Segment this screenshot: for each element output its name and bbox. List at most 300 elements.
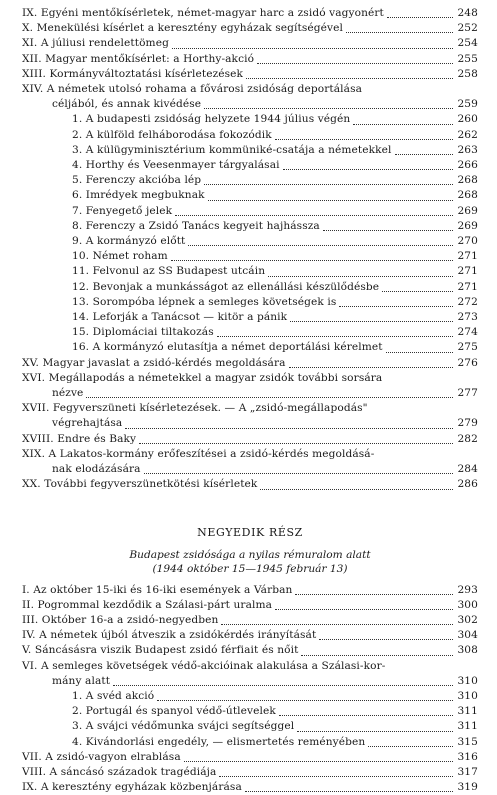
toc-page-number: 317 xyxy=(457,765,478,778)
toc-page-number: 271 xyxy=(457,280,478,293)
toc-page-number: 302 xyxy=(457,613,478,626)
toc-page-number: 279 xyxy=(457,417,478,430)
toc-entry-number: XVI. xyxy=(22,371,46,384)
toc-entry-title xyxy=(22,36,169,51)
toc-entry xyxy=(22,704,478,719)
toc-entry-text xyxy=(22,371,478,401)
dot-leader xyxy=(319,638,453,640)
toc-entry-text xyxy=(72,219,456,234)
dot-leader xyxy=(245,790,453,792)
toc-entry-title xyxy=(72,249,168,264)
dot-leader xyxy=(188,244,453,246)
toc-entry-number: 6. xyxy=(72,189,83,202)
toc-entry-title xyxy=(72,280,379,295)
toc-entry-title-text: A kormányzó előtt xyxy=(85,235,186,248)
dot-leader xyxy=(86,396,453,398)
dot-leader xyxy=(144,472,453,474)
table-of-contents-page xyxy=(22,6,478,795)
toc-entry-number: V. xyxy=(22,644,32,657)
toc-entry-text xyxy=(72,340,456,355)
toc-entry-title-text: A zsidó-vagyon elrablása xyxy=(45,750,181,763)
toc-entry-title xyxy=(22,765,216,780)
toc-page-number: 275 xyxy=(457,341,478,354)
toc-entry-text xyxy=(22,21,456,36)
toc-entry xyxy=(22,280,478,295)
toc-page-number: 276 xyxy=(457,356,478,369)
toc-entry-title-text: A júliusi rendelettömeg xyxy=(40,37,169,50)
toc-entry xyxy=(22,325,478,340)
toc-entry-text xyxy=(22,36,456,51)
toc-entry-number: VII. xyxy=(22,750,42,763)
toc-entry-text xyxy=(72,325,456,340)
toc-entry-title xyxy=(22,67,243,82)
toc-entry-title xyxy=(22,583,292,598)
toc-page-number: 266 xyxy=(457,159,478,172)
toc-entry-title-text: Sorompóba lépnek a semleges követségek is xyxy=(92,295,337,308)
dot-leader xyxy=(289,366,453,368)
toc-entry xyxy=(22,719,478,734)
toc-entry-title-line1: Fegyverszüneti kísérletezések. — A „zsidó-megállapodás" xyxy=(52,402,368,415)
toc-entry-title-line2: céljából, és annak kivédése xyxy=(52,98,202,111)
dot-leader xyxy=(221,623,453,625)
toc-entry-number: 5. xyxy=(72,174,83,187)
toc-entry-title-text: Sáncásásra viszik Budapest zsidó férfiait és nőit xyxy=(34,644,299,657)
dot-leader xyxy=(395,153,453,155)
toc-entry xyxy=(22,158,478,173)
dot-leader xyxy=(113,684,453,686)
toc-entry-text xyxy=(22,356,456,371)
toc-entry-number: 3. xyxy=(72,720,83,733)
toc-entry-title-line2: mány alatt xyxy=(52,674,111,687)
toc-entry-text xyxy=(22,447,478,477)
toc-page-number: 272 xyxy=(457,295,478,308)
toc-page-number: 252 xyxy=(457,22,478,35)
toc-entry-number: 4. xyxy=(72,735,83,748)
toc-page-number: 263 xyxy=(457,143,478,156)
toc-entry-title-text: Fenyegető jelek xyxy=(85,204,173,217)
toc-entry-title xyxy=(72,719,294,734)
toc-entry-title xyxy=(72,204,172,219)
toc-entry xyxy=(22,249,478,264)
dot-leader xyxy=(339,305,453,307)
dot-leader xyxy=(323,229,453,231)
toc-entry xyxy=(22,21,478,36)
toc-page-number: 269 xyxy=(457,204,478,217)
toc-entry xyxy=(22,628,478,643)
dot-leader xyxy=(268,275,453,277)
toc-entry-title-text: A külföld felháborodása fokozódik xyxy=(85,128,272,141)
toc-entry-text xyxy=(22,598,456,613)
dot-leader xyxy=(171,259,453,261)
dot-leader xyxy=(139,442,453,444)
toc-entry xyxy=(22,432,478,447)
toc-entry-text xyxy=(72,735,456,750)
toc-entry-title xyxy=(72,173,201,188)
toc-page-number: 284 xyxy=(457,463,478,476)
toc-entry-text xyxy=(22,659,478,689)
toc-list-part4-continued xyxy=(22,750,478,795)
dot-leader xyxy=(353,123,453,125)
toc-entry xyxy=(22,689,478,704)
toc-entry-number: XIII. xyxy=(22,67,46,80)
toc-entry-title-text: A svájci védőmunka svájci segítséggel xyxy=(85,720,295,733)
toc-page-number: 277 xyxy=(457,387,478,400)
toc-entry-text xyxy=(72,188,456,203)
toc-entry-text xyxy=(22,628,456,643)
toc-entry-title-text: Ferenczy akcióba lép xyxy=(85,174,202,187)
toc-entry-text xyxy=(22,432,456,447)
toc-entry xyxy=(22,67,478,82)
toc-entry-title xyxy=(72,704,276,719)
toc-page-number: 311 xyxy=(457,720,478,733)
toc-list-part4 xyxy=(22,583,478,689)
toc-entry-title xyxy=(22,371,478,386)
dot-leader xyxy=(217,335,453,337)
dot-leader xyxy=(257,62,453,64)
toc-entry-text xyxy=(22,82,478,112)
toc-page-number: 269 xyxy=(457,219,478,232)
toc-entry xyxy=(22,204,478,219)
toc-entry-title xyxy=(22,643,298,658)
toc-entry-title-text: Menekülési kísérlet a keresztény egyházak segítségével xyxy=(36,22,343,35)
toc-entry xyxy=(22,219,478,234)
dot-leader xyxy=(275,138,453,140)
toc-page-number: 254 xyxy=(457,37,478,50)
toc-entry xyxy=(22,188,478,203)
toc-page-number: 262 xyxy=(457,128,478,141)
dot-leader xyxy=(283,168,453,170)
toc-entry-title-text: Az október 15-iki és 16-iki események a Várban xyxy=(33,583,293,596)
toc-entry-title-text: Kivándorlási engedély, — elismertetés reményében xyxy=(85,735,366,748)
toc-entry-number: 14. xyxy=(72,311,90,324)
toc-entry-text xyxy=(72,173,456,188)
toc-entry-title-text: Horthy és Veesenmayer tárgyalásai xyxy=(85,159,280,172)
toc-entry-number: 10. xyxy=(72,250,90,263)
toc-entry-number: IV. xyxy=(22,629,36,642)
toc-page-number: 268 xyxy=(457,189,478,202)
toc-page-number: 259 xyxy=(457,98,478,111)
toc-entry-title xyxy=(22,628,316,643)
toc-entry-number: 1. xyxy=(72,113,83,126)
toc-list-part3 xyxy=(22,6,478,112)
toc-entry-text xyxy=(72,689,456,704)
toc-entry-number: 7. xyxy=(72,204,83,217)
toc-page-number: 311 xyxy=(457,705,478,718)
toc-entry-title-text: Pogrommal kezdődik a Szálasi-párt uralma xyxy=(37,598,273,611)
toc-entry-number: XI. xyxy=(22,37,38,50)
dot-leader xyxy=(295,593,453,595)
toc-entry-number: 16. xyxy=(72,341,90,354)
toc-entry-title xyxy=(22,82,478,97)
toc-entry-title-text: Endre és Baky xyxy=(57,432,137,445)
toc-page-number: 274 xyxy=(457,326,478,339)
toc-entry-title xyxy=(22,613,218,628)
toc-entry-number: XVII. xyxy=(22,402,50,415)
toc-entry-title xyxy=(72,143,392,158)
toc-entry-number: 4. xyxy=(72,159,83,172)
dot-leader xyxy=(275,608,453,610)
toc-entry xyxy=(22,765,478,780)
toc-page-number: 260 xyxy=(457,113,478,126)
toc-entry xyxy=(22,371,478,401)
toc-entry-title xyxy=(72,219,320,234)
toc-entry xyxy=(22,112,478,127)
toc-entry-title xyxy=(22,6,384,21)
toc-sublist-xiv xyxy=(22,112,478,355)
toc-entry-title-text: A keresztény egyházak közbenjárása xyxy=(40,781,242,794)
toc-entry-title-line1: A Lakatos-kormány erőfeszítései a zsidó-kérdés megoldásá- xyxy=(48,447,375,460)
toc-entry-title-text: Imrédyek megbuknak xyxy=(85,189,205,202)
toc-page-number: 310 xyxy=(457,689,478,702)
toc-page-number: 248 xyxy=(457,7,478,19)
toc-entry-number: 15. xyxy=(72,326,90,339)
toc-entry-number: IX. xyxy=(22,7,38,19)
toc-entry xyxy=(22,735,478,750)
dot-leader xyxy=(125,427,453,429)
dot-leader xyxy=(184,760,453,762)
toc-entry xyxy=(22,750,478,765)
toc-entry-text xyxy=(22,750,456,765)
toc-page-number: 319 xyxy=(457,781,478,794)
toc-entry-number: XVIII. xyxy=(22,432,54,445)
toc-entry xyxy=(22,264,478,279)
toc-entry xyxy=(22,643,478,658)
toc-page-number: 316 xyxy=(457,750,478,763)
toc-entry-title xyxy=(72,689,154,704)
toc-entry-continuation xyxy=(22,416,478,431)
toc-entry-number: 3. xyxy=(72,143,83,156)
dot-leader xyxy=(204,107,453,109)
toc-entry-number: VIII. xyxy=(22,765,47,778)
toc-entry-text xyxy=(22,765,456,780)
toc-entry-title-text: Felvonul az SS Budapest utcáin xyxy=(92,265,266,278)
toc-entry-title xyxy=(22,659,478,674)
toc-entry-text xyxy=(72,234,456,249)
toc-entry-text xyxy=(22,6,456,21)
toc-page-number: 271 xyxy=(457,250,478,263)
toc-entry-title-text: Egyéni mentőkísérletek, német-magyar harc a zsidó vagyonért xyxy=(40,7,384,19)
toc-entry-number: 11. xyxy=(72,265,90,278)
toc-entry-title-text: Magyar mentőkísérlet: a Horthy-akció xyxy=(45,52,255,65)
toc-entry-title xyxy=(72,340,383,355)
toc-entry xyxy=(22,128,478,143)
toc-entry-text xyxy=(22,583,456,598)
toc-entry-continuation xyxy=(22,674,478,689)
toc-entry xyxy=(22,447,478,477)
toc-entry-title-line2: nak elodázására xyxy=(52,463,141,476)
toc-entry-continuation xyxy=(22,462,478,477)
toc-entry xyxy=(22,143,478,158)
toc-page-number: 271 xyxy=(457,265,478,278)
toc-entry-number: 9. xyxy=(72,235,83,248)
toc-entry xyxy=(22,6,478,21)
toc-entry-number: VI. xyxy=(22,659,38,672)
toc-entry-text xyxy=(22,52,456,67)
toc-entry-title-text: A svéd akció xyxy=(85,689,155,702)
toc-entry xyxy=(22,295,478,310)
toc-page-number: 315 xyxy=(457,735,478,748)
toc-page-number: 270 xyxy=(457,235,478,248)
toc-entry-title-text: Kormányváltoztatási kísérletezések xyxy=(49,67,244,80)
toc-entry xyxy=(22,82,478,112)
toc-page-number: 255 xyxy=(457,52,478,65)
dot-leader xyxy=(219,775,453,777)
toc-entry-title xyxy=(72,188,205,203)
toc-entry-title xyxy=(72,295,336,310)
toc-entry-text xyxy=(72,704,456,719)
toc-entry-number: I. xyxy=(22,583,30,596)
toc-entry-number: III. xyxy=(22,613,39,626)
toc-entry-title-text: A németek újból átveszik a zsidókérdés irányítását xyxy=(39,629,317,642)
dot-leader xyxy=(346,31,453,33)
toc-entry-title-text: A kormányzó elutasítja a német deportálási kérelmet xyxy=(92,341,383,354)
toc-entry xyxy=(22,173,478,188)
toc-entry-continuation xyxy=(22,97,478,112)
toc-entry-title xyxy=(22,21,343,36)
toc-entry-text xyxy=(22,401,478,431)
toc-entry-title-text: Október 16-a a zsidó-negyedben xyxy=(41,613,219,626)
toc-entry-number: XX. xyxy=(22,478,41,491)
toc-entry-number: X. xyxy=(22,22,34,35)
part-heading: NEGYEDIK RÉSZ xyxy=(197,525,303,539)
part-subtitle: Budapest zsidósága a nyilas rémuralom alatt xyxy=(129,548,371,561)
toc-entry-text xyxy=(72,295,456,310)
toc-entry-title-text: További fegyverszünetkötési kísérletek xyxy=(44,478,258,491)
dot-leader xyxy=(297,730,453,732)
toc-entry-title xyxy=(22,750,181,765)
toc-entry-text xyxy=(72,143,456,158)
toc-entry-text xyxy=(72,158,456,173)
toc-entry-title-text: Diplomáciai tiltakozás xyxy=(92,326,214,339)
toc-entry xyxy=(22,659,478,689)
dot-leader xyxy=(279,714,453,716)
toc-entry-title xyxy=(72,158,280,173)
toc-entry xyxy=(22,340,478,355)
toc-entry-number: II. xyxy=(22,598,35,611)
toc-page-number: 300 xyxy=(457,598,478,611)
toc-entry-title-text: Leforják a Tanácsot — kitör a pánik xyxy=(92,311,288,324)
toc-entry-number: XIV. xyxy=(22,83,44,96)
toc-entry-text xyxy=(72,249,456,264)
toc-page-number: 293 xyxy=(457,583,478,596)
toc-entry-number: XIX. xyxy=(22,447,46,460)
toc-entry-title xyxy=(72,310,287,325)
dot-leader xyxy=(157,699,453,701)
toc-entry-title-text: A sáncásó századok tragédiája xyxy=(49,765,217,778)
toc-entry xyxy=(22,234,478,249)
dot-leader xyxy=(290,320,453,322)
toc-page-number: 286 xyxy=(457,478,478,491)
toc-entry-title-text: Portugál és spanyol védő-útlevelek xyxy=(85,705,276,718)
toc-page-number: 258 xyxy=(457,67,478,80)
dot-leader xyxy=(208,199,453,201)
toc-entry-text xyxy=(72,280,456,295)
toc-entry-title xyxy=(72,112,350,127)
toc-entry-title xyxy=(72,735,365,750)
dot-leader xyxy=(260,488,453,490)
dot-leader xyxy=(246,77,453,79)
toc-entry-text xyxy=(72,264,456,279)
toc-entry-number: 8. xyxy=(72,219,83,232)
toc-entry xyxy=(22,598,478,613)
dot-leader xyxy=(386,351,453,353)
toc-entry-text xyxy=(22,477,456,492)
toc-entry xyxy=(22,613,478,628)
toc-entry-title-text: Ferenczy a Zsidó Tanács kegyeit hajhássza xyxy=(85,219,320,232)
toc-entry-title xyxy=(72,234,185,249)
toc-entry-title xyxy=(22,401,478,416)
toc-entry-title xyxy=(22,52,254,67)
toc-entry-title xyxy=(22,356,286,371)
toc-entry-number: 13. xyxy=(72,295,90,308)
dot-leader xyxy=(204,183,453,185)
toc-entry-number: 1. xyxy=(72,689,83,702)
toc-entry-title xyxy=(22,598,272,613)
toc-entry xyxy=(22,401,478,431)
toc-entry-title xyxy=(22,432,136,447)
dot-leader xyxy=(368,745,453,747)
toc-entry-title-line2: végrehajtása xyxy=(52,417,123,430)
toc-entry-title-text: A külügyminisztérium kommüniké-csatája a németekkel xyxy=(85,143,392,156)
toc-entry-number: XV. xyxy=(22,356,40,369)
toc-entry-number: 2. xyxy=(72,128,83,141)
toc-entry-continuation xyxy=(22,386,478,401)
toc-entry-title xyxy=(72,325,214,340)
toc-entry-text xyxy=(22,643,456,658)
toc-entry-title-line1: A németek utolsó rohama a fővárosi zsidóság deportálása xyxy=(46,83,363,96)
part-dates: (1944 október 15—1945 február 13) xyxy=(152,562,348,575)
toc-entry-number: 12. xyxy=(72,280,90,293)
toc-entry-text xyxy=(72,204,456,219)
toc-entry xyxy=(22,52,478,67)
toc-entry-text xyxy=(72,719,456,734)
toc-page-number: 282 xyxy=(457,432,478,445)
toc-entry-number: IX. xyxy=(22,781,38,794)
toc-entry-title-line1: A semleges követségek védő-akcióinak alakulása a Szálasi-kor- xyxy=(40,659,386,672)
dot-leader xyxy=(387,16,453,18)
toc-entry-title-line1: Megállapodás a németekkel a magyar zsidók további sorsára xyxy=(48,371,383,384)
dot-leader xyxy=(301,654,453,656)
toc-entry-text xyxy=(22,67,456,82)
toc-entry xyxy=(22,583,478,598)
toc-page-number: 304 xyxy=(457,629,478,642)
toc-page-number: 268 xyxy=(457,174,478,187)
toc-entry-title-text: Német roham xyxy=(92,250,168,263)
toc-entry-title xyxy=(72,128,272,143)
toc-entry-title xyxy=(22,477,257,492)
toc-entry-title-text: Bevonjak a munkásságot az ellenállási készülődésbe xyxy=(92,280,380,293)
toc-page-number: 310 xyxy=(457,674,478,687)
toc-sublist-vi xyxy=(22,689,478,750)
dot-leader xyxy=(175,214,453,216)
toc-entry-number: 2. xyxy=(72,705,83,718)
toc-page-number: 308 xyxy=(457,644,478,657)
dot-leader xyxy=(382,290,453,292)
toc-entry xyxy=(22,36,478,51)
toc-entry-text xyxy=(22,613,456,628)
toc-entry-text xyxy=(72,128,456,143)
toc-entry-text xyxy=(72,112,456,127)
toc-page-number: 273 xyxy=(457,311,478,324)
toc-entry xyxy=(22,477,478,492)
toc-entry-title xyxy=(72,264,265,279)
toc-entry xyxy=(22,356,478,371)
toc-entry xyxy=(22,310,478,325)
toc-list-part3-continued xyxy=(22,356,478,493)
toc-entry-title-text: A budapesti zsidóság helyzete 1944 július végén xyxy=(85,113,351,126)
toc-entry-title-text: Magyar javaslat a zsidó-kérdés megoldására xyxy=(42,356,286,369)
dot-leader xyxy=(172,47,453,49)
